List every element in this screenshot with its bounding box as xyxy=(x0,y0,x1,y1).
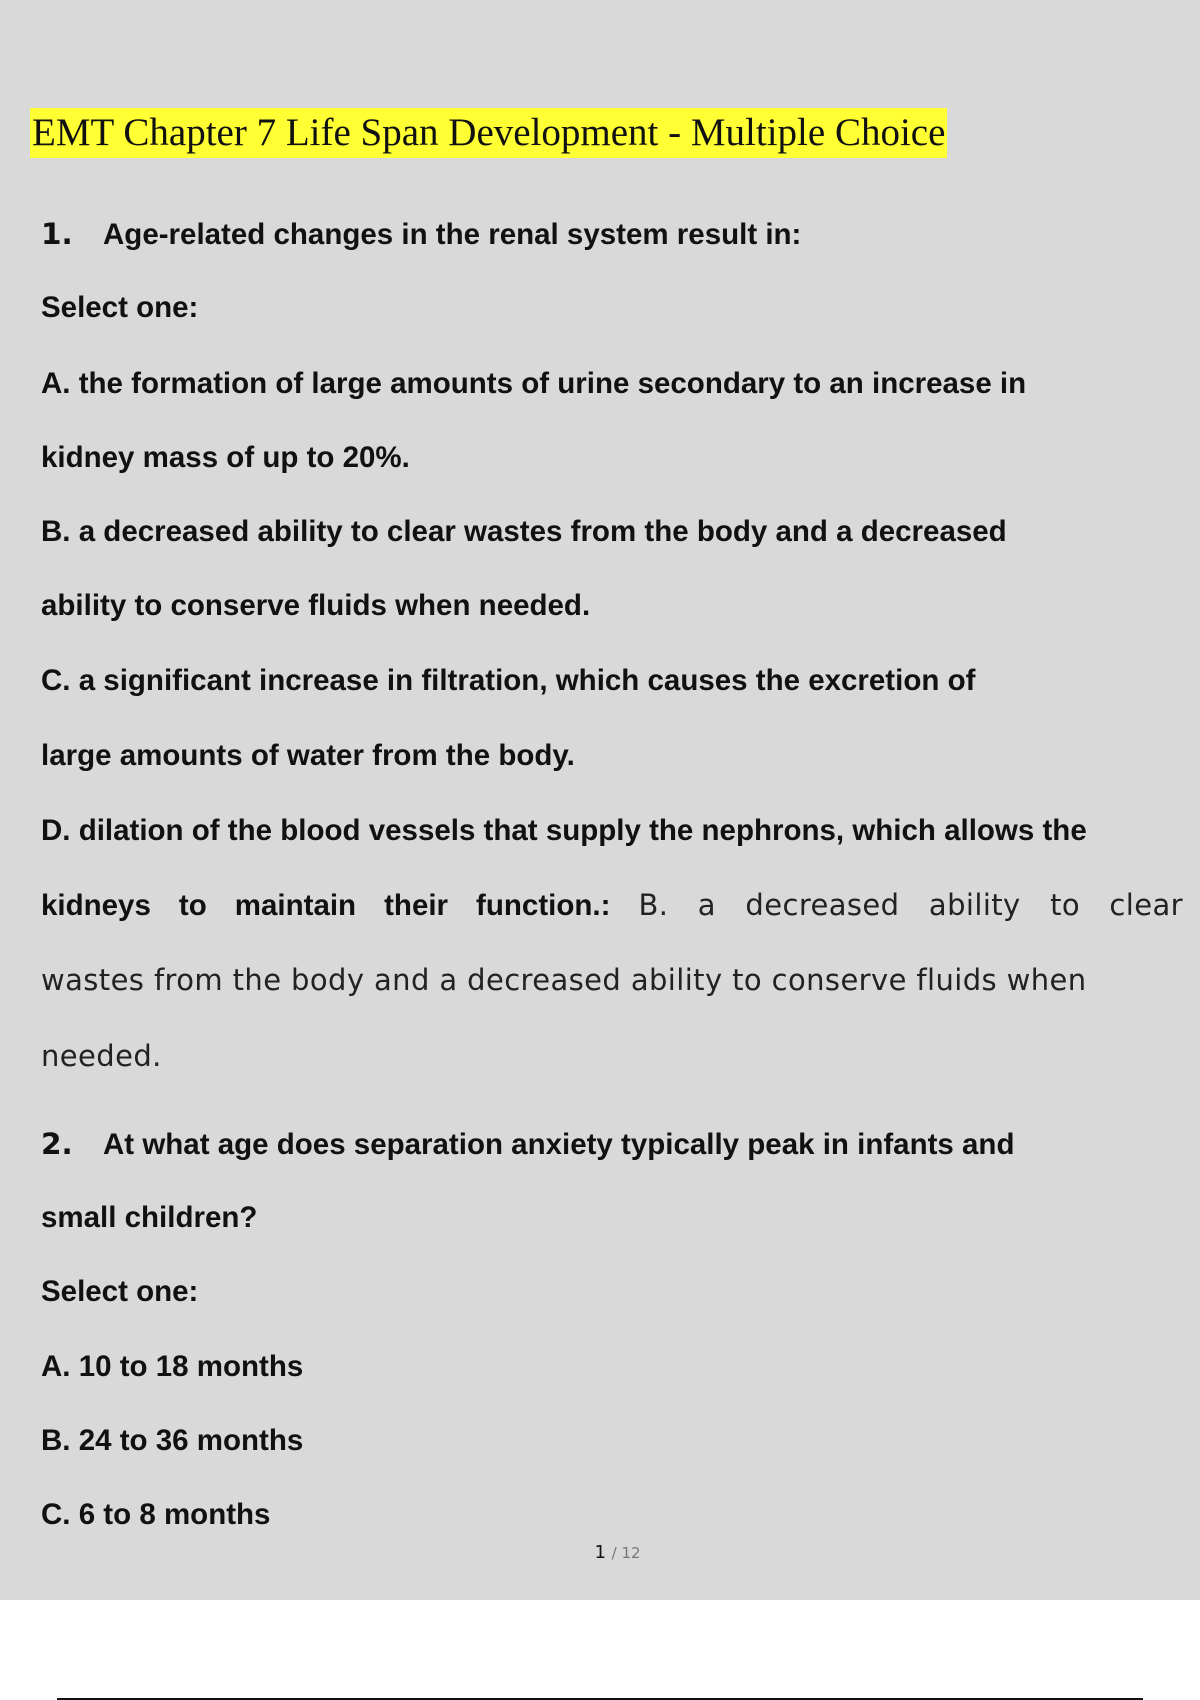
document-title: EMT Chapter 7 Life Span Development - Multiple Choice xyxy=(30,108,947,158)
question-2-option-a: A. 10 to 18 months xyxy=(41,1350,304,1383)
question-1-answer-line-3: needed. xyxy=(41,1039,162,1073)
question-1-option-a-line-1: A. the formation of large amounts of urine secondary to an increase in xyxy=(41,367,1027,400)
question-2-number: 2. xyxy=(41,1127,73,1161)
question-1-option-c-line-2: large amounts of water from the body. xyxy=(41,739,575,772)
question-1-prompt: Select one: xyxy=(41,291,199,324)
question-1-option-d-line-1: D. dilation of the blood vessels that supply the nephrons, which allows the xyxy=(41,814,1087,847)
page-number xyxy=(0,1542,1200,1563)
question-1-text: Age-related changes in the renal system result in: xyxy=(103,218,802,251)
question-1-answer-line-1: B. a decreased ability to clear xyxy=(638,888,1183,922)
page-number-current: 1 xyxy=(594,1542,606,1563)
question-2-option-c: C. 6 to 8 months xyxy=(41,1498,271,1531)
question-1-number: 1. xyxy=(41,217,73,251)
question-1-option-a-line-2: kidney mass of up to 20%. xyxy=(41,441,410,474)
question-2-prompt: Select one: xyxy=(41,1275,199,1308)
question-2-text-line-2: small children? xyxy=(41,1201,258,1234)
question-1-option-c-line-1: C. a significant increase in filtration, which causes the excretion of xyxy=(41,664,976,697)
question-2-option-b: B. 24 to 36 months xyxy=(41,1424,304,1457)
question-1-option-d-line-2-text: kidneys to maintain their function.: xyxy=(41,889,611,922)
question-1-option-b-line-1: B. a decreased ability to clear wastes from the body and a decreased xyxy=(41,515,1007,548)
question-1-option-d-line-2 xyxy=(41,885,1183,925)
question-2-heading xyxy=(41,1124,1183,1164)
question-1-answer-line-2: wastes from the body and a decreased ability to conserve fluids when xyxy=(41,963,1087,997)
question-1-option-b-line-2: ability to conserve fluids when needed. xyxy=(41,589,591,622)
page-number-total: / 12 xyxy=(611,1544,641,1562)
question-2-text-line-1: At what age does separation anxiety typically peak in infants and xyxy=(103,1128,1015,1161)
question-1-heading xyxy=(41,214,1183,254)
